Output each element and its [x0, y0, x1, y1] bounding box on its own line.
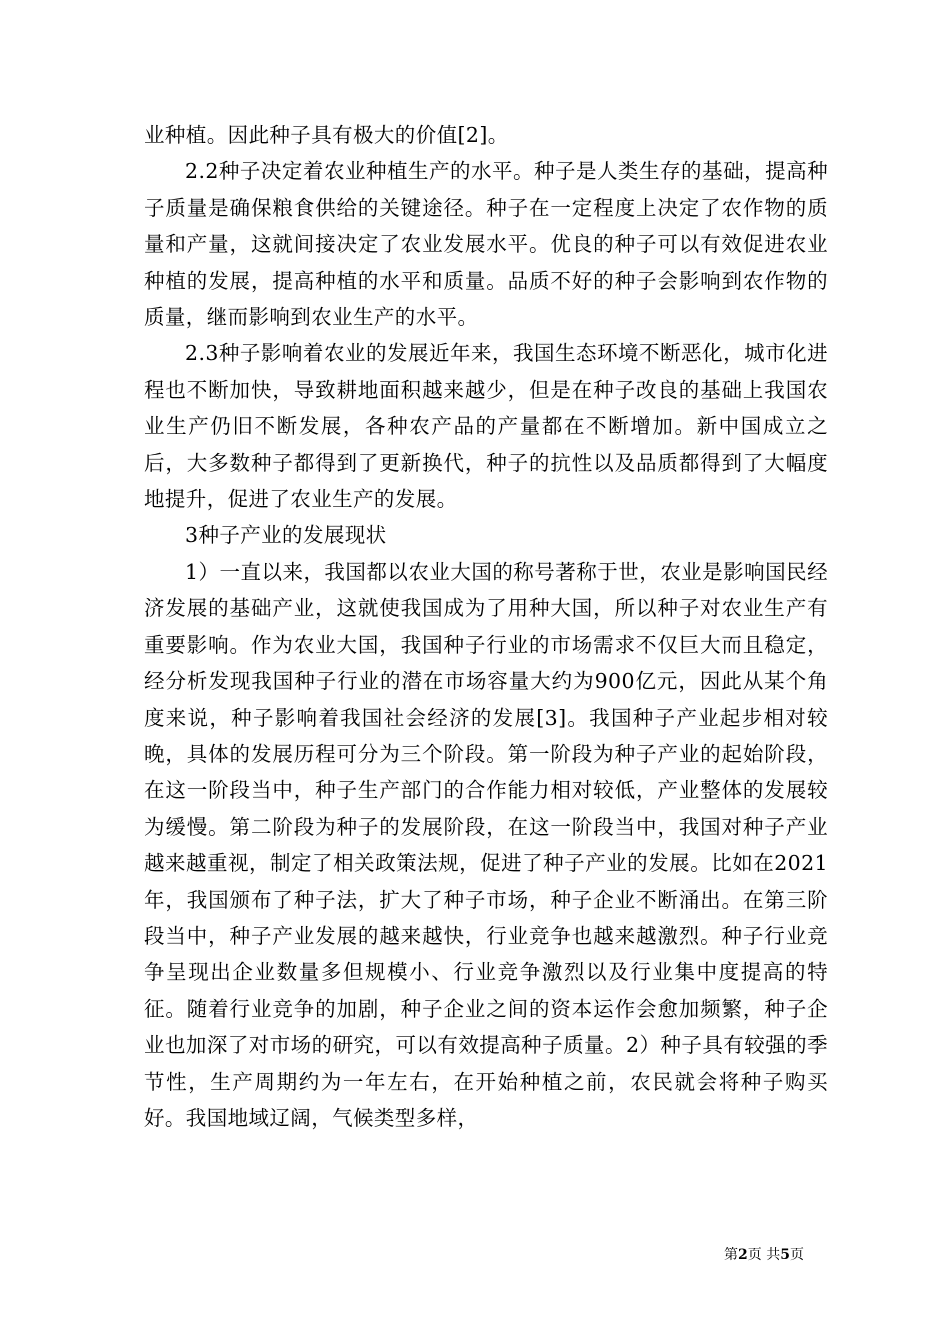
paragraph-2: 2.2种子决定着农业种植生产的水平。种子是人类生存的基础，提高种子质量是确保粮食供给的关键途径。种子在一定程度上决定了农作物的质量和产量，这就间接决定了农业发展水平。优良的种子可以有效促进农业种植的发展，提高种植的水平和质量。品质不好的种子会影响到农作物的质量，继而影响到农业生产的水平。 — [144, 159, 828, 330]
footer-prefix: 第 — [724, 1247, 739, 1263]
footer-total-pages: 5 — [780, 1247, 790, 1263]
document-body — [144, 117, 828, 1136]
section-heading: 3种子产业的发展现状 — [185, 523, 387, 548]
paragraph-1: 业种植。因此种子具有极大的价值[2]。 — [144, 123, 509, 147]
page-footer — [724, 1246, 804, 1264]
paragraph-5: 1）一直以来，我国都以农业大国的称号著称于世，农业是影响国民经济发展的基础产业，这就使我国成为了用种大国，所以种子对农业生产有重要影响。作为农业大国，我国种子行业的市场需求不仅巨大而且稳定，经分析发现我国种子行业的潜在市场容量大约为900亿元，因此从某个角度来说，种子影响着我国社会经济的发展[3]。我国种子产业起步相对较晚，具体的发展历程可分为三个阶段。第一阶段为种子产业的起始阶段，在这一阶段当中，种子生产部门的合作能力相对较低，产业整体的发展较为缓慢。第二阶段为种子的发展阶段，在这一阶段当中，我国对种子产业越来越重视，制定了相关政策法规，促进了种子产业的发展。比如在2021年，我国颁布了种子法，扩大了种子市场，种子企业不断涌出。在第三阶段当中，种子产业发展的越来越快，行业竞争也越来越激烈。种子行业竞争呈现出企业数量多但规模小、行业竞争激烈以及行业集中度提高的特征。随着行业竞争的加剧，种子企业之间的资本运作会愈加频繁，种子企业也加深了对市场的研究，可以有效提高种子质量。2）种子具有较强的季节性，生产周期约为一年左右，在开始种植之前，农民就会将种子购买好。我国地域辽阔，气候类型多样， — [144, 559, 828, 1130]
footer-current-page: 2 — [738, 1247, 748, 1263]
footer-middle: 页 共 — [747, 1247, 781, 1263]
paragraph-3: 2.3种子影响着农业的发展近年来，我国生态环境不断恶化，城市化进程也不断加快，导致耕地面积越来越少，但是在种子改良的基础上我国农业生产仍旧不断发展，各种农产品的产量都在不断增加。新中国成立之后，大多数种子都得到了更新换代，种子的抗性以及品质都得到了大幅度地提升，促进了农业生产的发展。 — [144, 341, 828, 512]
footer-suffix: 页 — [790, 1247, 804, 1263]
